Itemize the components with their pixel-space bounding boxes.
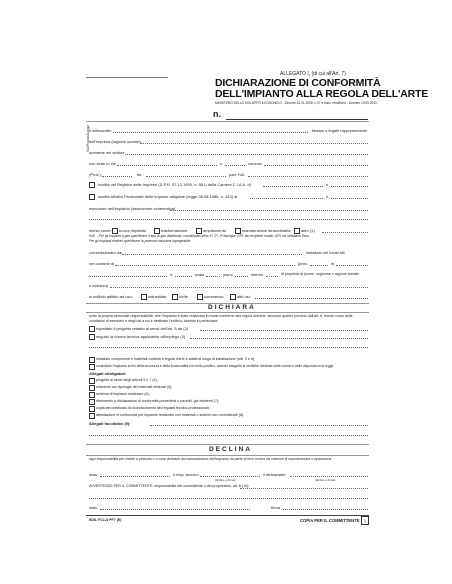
indirizzo-field[interactable] <box>110 287 368 288</box>
use-commerce-label: commercio <box>204 294 224 299</box>
number-field[interactable] <box>226 119 368 120</box>
check-verified-label: controllato l'impianto ai fini della sicurezza e della funzionalità con esito positivo, avendo eseguito le verifiche richieste dalle norme e dalle disposizioni di legge. <box>96 364 335 368</box>
option-other-field[interactable] <box>322 232 368 233</box>
declina-bottom-rule <box>86 455 369 456</box>
electric-note: Per gli impianti elettrici specificare la potenza massima impegnabile. <box>89 239 192 243</box>
declina-body: ogni responsabilità per sinistri a persone o a cose derivanti da manomissione dell'impianto da parte di terzi ovvero da carenze di manutenzione o riparazione. <box>89 457 333 461</box>
att-1-checkbox[interactable] <box>89 385 95 391</box>
sede-n-field[interactable] <box>225 165 245 166</box>
commissionato-label: commissionato da: <box>89 250 123 255</box>
registro-checkbox[interactable] <box>89 182 95 188</box>
tel-label: tel. <box>137 172 143 177</box>
firma-field[interactable] <box>283 509 368 510</box>
firma-label: firma <box>271 505 280 510</box>
check-materials-label: installato componenti e materiali costruiti a regola d'arte e adatti al luogo di installazione (artt. 5 e 6); <box>96 357 256 361</box>
check-verified-checkbox[interactable] <box>89 364 95 370</box>
att-3-checkbox[interactable] <box>89 399 95 405</box>
piano-label: piano <box>223 272 233 277</box>
interno-field[interactable] <box>266 276 278 277</box>
edificio-label: in edificio adibito ad uso: <box>89 294 133 299</box>
location-street-field[interactable] <box>89 276 167 277</box>
att-2-label: schema di impianto realizzato (6); <box>96 392 150 396</box>
esecutore-field-2[interactable] <box>89 219 368 220</box>
registro-field[interactable] <box>263 186 323 187</box>
impresa-label: dell'impresa (ragione sociale) <box>89 139 141 144</box>
header-separator <box>86 121 369 122</box>
tel-field[interactable] <box>146 176 226 177</box>
registro-label: iscritta nel Registro delle Imprese (D.P.R. 07.12.1995, n. 581) della Camera C.I.A.A. di <box>98 182 251 187</box>
use-other-label: altri usi: <box>237 294 251 299</box>
resp-sublabel: (timbro e firma) <box>215 478 236 482</box>
dichiara-body: sotto la propria personale responsabilità, che l'impianto è stato realizzato in modo conforme alla regola dell'arte, secondo quanto previsto dall'art. 6, tenuto conto delle condizioni di esercizio e degli usi a cui è destinato l'edificio, avendo in particolare: <box>89 314 353 323</box>
use-civil-label: civile <box>179 294 188 299</box>
avvertenze-field-2[interactable] <box>89 498 368 499</box>
declina-date-field[interactable] <box>100 476 170 477</box>
annex-reference: ALLEGATO I, (di cui all'Art. 7) <box>280 71 346 77</box>
resp-label: il resp. tecnico <box>173 472 199 477</box>
registro-n-field[interactable] <box>331 186 368 187</box>
interno-label: interno <box>251 272 264 277</box>
comune-label: comune <box>248 161 263 166</box>
albo-n-field[interactable] <box>331 198 368 199</box>
piva-field[interactable] <box>248 176 368 177</box>
check-materials-checkbox[interactable] <box>89 357 95 363</box>
att-3-label: riferimento a dichiarazioni di conformità precedenti o parziali, già esistenti (7); <box>96 399 220 403</box>
att-0-checkbox[interactable] <box>89 378 95 384</box>
settore-label: operante nel settore <box>89 150 125 155</box>
location-prov-field[interactable] <box>310 265 328 266</box>
option-new-label: nuovo impianto <box>119 228 147 233</box>
side-label: Via/Piazza/Luogo <box>86 124 90 152</box>
scala-label: scala <box>195 272 205 277</box>
firma-date-label: data <box>89 505 97 510</box>
resp-signature-field[interactable] <box>200 476 260 477</box>
use-other-field[interactable] <box>255 298 368 299</box>
form-title-line-2: DELL'IMPIANTO ALLA REGOLA DELL'ARTE <box>215 88 429 100</box>
option-expand-label: ampliamento <box>203 228 226 233</box>
scala-field[interactable] <box>206 276 220 277</box>
installato-label: installato nei locali siti <box>306 250 345 255</box>
titolare-label: titolare o legale rappresentante <box>312 128 368 133</box>
sede-label: con sede in via <box>89 161 116 166</box>
use-civil-checkbox[interactable] <box>172 294 178 300</box>
footer-copy-label: COPIA PER IL COMMITTENTE <box>300 518 360 523</box>
albo-checkbox[interactable] <box>89 194 95 200</box>
att-0-label: progetto ai sensi degli articoli 5 e 7 (4); <box>96 378 158 382</box>
albo-field[interactable] <box>250 198 323 199</box>
dichiarante-label: il dichiarante <box>263 472 286 477</box>
dichiarante-sublabel: (timbro e firma) <box>315 478 336 482</box>
sottoscritto-field[interactable] <box>113 132 308 133</box>
piva-label: part. IVA <box>229 172 245 177</box>
location-comune-label: nel comune di <box>89 261 114 266</box>
header-top-rule <box>86 77 168 78</box>
check-norm-label: seguito la norma tecnica applicabile all'impiego (3) <box>96 334 186 339</box>
commissionato-field[interactable] <box>122 254 302 255</box>
obbligatori-label: Allegati obbligatori: <box>89 371 127 376</box>
location-in-field[interactable] <box>336 265 368 266</box>
piano-field[interactable] <box>235 276 248 277</box>
avvertenze-label: AVVERTENZE PER IL COMMITTENTE: responsabilità del committente o del proprietario, art. 8 (10): <box>89 484 250 488</box>
use-industrial-label: industriale <box>148 294 167 299</box>
impresa-field[interactable] <box>140 143 368 144</box>
att-5-label: attestazione di conformità per impianto realizzato con materiali o sistemi non normalizzati (8). <box>96 413 245 417</box>
prov-label: (Prov.) <box>89 172 101 177</box>
declina-date-label: data <box>89 472 97 477</box>
location-n-field[interactable] <box>175 276 192 277</box>
facoltativi-field-2[interactable] <box>89 435 368 436</box>
indirizzo-label: e indirizzo) <box>89 283 109 288</box>
use-other-checkbox[interactable] <box>230 294 236 300</box>
gas-note: N.B. - Per gli impianti a gas specificare il tipo di gas distribuito: canalizzato della 1ª, 2ª, 3ª famiglia; GPL da recipienti mobili; GPL da serbatoio fisso. <box>89 234 310 238</box>
footer-rule <box>86 515 369 516</box>
comune-field[interactable] <box>264 165 368 166</box>
dichiara-heading: DICHIARA <box>208 304 256 311</box>
declina-heading: DECLINA <box>209 446 252 453</box>
facoltativi-label: Allegati facoltativi (9): <box>89 421 131 426</box>
avvertenze-field[interactable] <box>240 488 368 489</box>
option-maintenance-label: manutenzione straordinaria <box>242 228 291 233</box>
dichiarante-signature-field[interactable] <box>290 476 368 477</box>
prov-field[interactable] <box>102 176 132 177</box>
facoltativi-field[interactable] <box>150 425 368 426</box>
location-n-label: n. <box>170 272 174 277</box>
att-5-checkbox[interactable] <box>89 413 95 419</box>
att-4-checkbox[interactable] <box>89 406 95 412</box>
option-transform-label: trasformazione <box>161 228 188 233</box>
location-comune-field[interactable] <box>115 265 295 266</box>
number-label: n. <box>213 109 221 119</box>
check-project-field[interactable] <box>200 330 368 331</box>
att-2-checkbox[interactable] <box>89 392 95 398</box>
proprieta-label: di proprietà di (nome, cognome o ragione sociale <box>281 272 359 276</box>
location-prov-label: (prov. <box>298 261 308 266</box>
footer-code: EDIL FC1-8 PF7 (E) <box>89 518 122 522</box>
check-norm-checkbox[interactable] <box>89 334 95 340</box>
sottoscritto-label: Il sottoscritto <box>89 128 112 133</box>
esecutore-label: esecutore dell'impianto (descrizione schematica) <box>89 206 176 211</box>
check-project-label: rispettato il progetto redatto ai sensi dell'art. 5 da (2) <box>96 326 189 331</box>
esecutore-field[interactable] <box>170 210 368 211</box>
firma-date-field[interactable] <box>100 509 250 510</box>
registro-n-label: n. <box>326 182 330 187</box>
option-other-label: altro (1) <box>301 228 315 233</box>
settore-field[interactable] <box>125 154 368 155</box>
footer-page-box: 1 <box>361 516 369 525</box>
use-commerce-checkbox[interactable] <box>197 294 203 300</box>
att-1-label: relazione con tipologie dei materiali utilizzati (5); <box>96 385 173 389</box>
declina-top-rule <box>86 444 369 445</box>
albo-n-label: n. <box>326 194 330 199</box>
use-industrial-checkbox[interactable] <box>141 294 147 300</box>
check-norm-field[interactable] <box>190 338 368 339</box>
albo-label: iscritta all'albo Provinciale delle imprese artigiane (legge 08.08.1985, n. 443) di <box>98 194 238 199</box>
check-norm-field-2[interactable] <box>89 347 368 348</box>
location-in-label: in <box>331 261 335 266</box>
sede-field[interactable] <box>117 165 217 166</box>
form-title-line-1: DICHIARAZIONE DI CONFORMITÀ <box>215 77 381 89</box>
dichiara-bottom-rule <box>86 312 369 313</box>
check-project-checkbox[interactable] <box>89 326 95 332</box>
sede-n-label: n. <box>220 161 224 166</box>
intervention-label: inteso come: <box>89 228 112 233</box>
ministry-reference: MINISTERO DELLO SVILUPPO ECONOMICO - Decreto 22.01.2008, n.37 e succ. modifiche - Decreto 19.05.2010 <box>215 101 377 105</box>
att-4-label: copia del certificato di riconoscimento dei requisiti tecnico-professionali; <box>96 406 210 410</box>
